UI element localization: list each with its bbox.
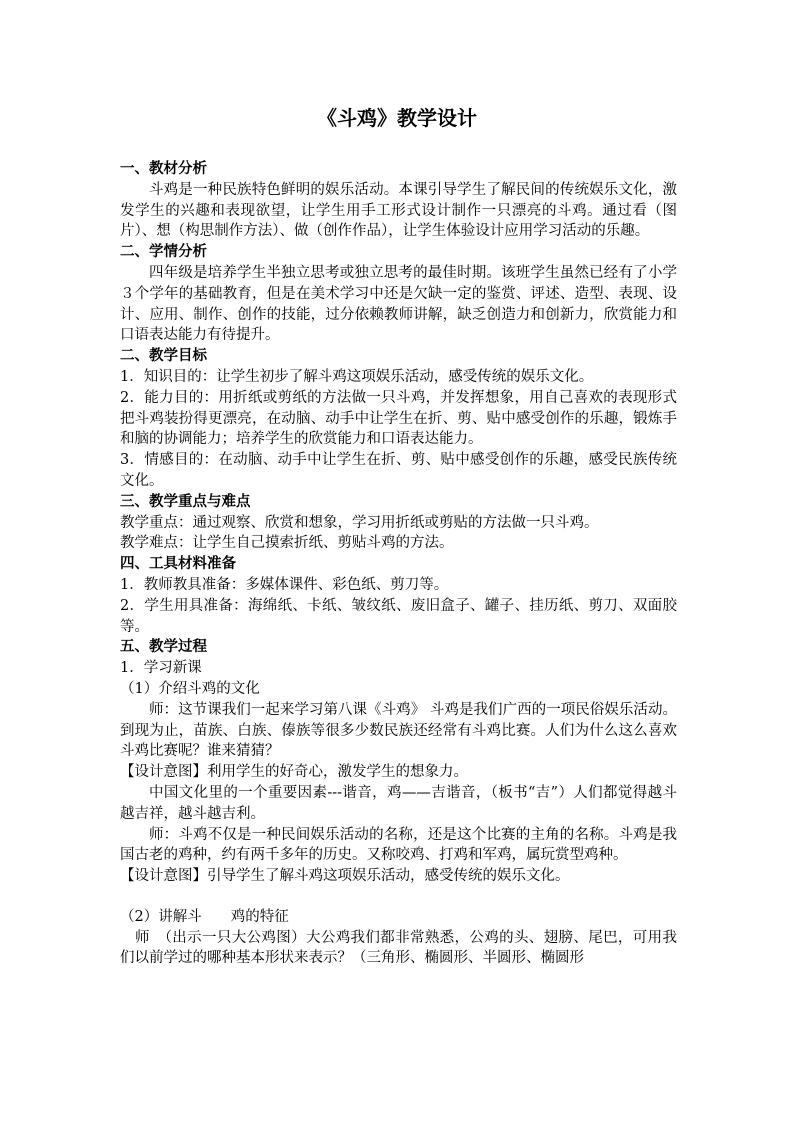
sub-heading: 1．学习新课 (120, 660, 202, 677)
paragraph: 斗鸡是一种民族特色鲜明的娱乐活动。本课引导学生了解民间的传统娱乐文化，激发学生的兴趣和表现欲望，让学生用手工形式设计制作一只漂亮的斗鸡。通过看（图片）、想（构思制作方法）、做（创作作品），让学生体验设计应用学习活动的乐趣。 (120, 181, 677, 240)
list-item: 教学重点：通过观察、欣赏和想象，学习用折纸或剪贴的方法做一只斗鸡。 (120, 514, 599, 531)
list-item: 2．能力目的：用折纸或剪纸的方法做一只斗鸡，并发挥想象，用自己喜欢的表现形式把斗鸡装扮得更漂亮，在动脑、动手中让学生在折、剪、贴中感受创作的乐趣，锻炼手和脑的协调能力；培养学生的欣赏能力和口语表达能力。 (120, 389, 677, 448)
blank-line (120, 887, 677, 907)
paragraph: 四年级是培养学生半独立思考或独立思考的最佳时期。该班学生虽然已经有了小学３个学年的基础教育，但是在美术学习中还是欠缺一定的鉴赏、评述、造型、表现、设计、应用、制作、创作的技能，过分依赖教师讲解，缺乏创造力和创新力，欣赏能力和口语表达能力有待提升。 (120, 264, 677, 344)
paragraph: 师：斗鸡不仅是一种民间娱乐活动的名称，还是这个比赛的主角的名称。斗鸡是我国古老的鸡种，约有两千多年的历史。又称咬鸡、打鸡和军鸡，属玩赏型鸡种。 (120, 826, 677, 864)
list-item: 2．学生用具准备：海绵纸、卡纸、皱纹纸、废旧盒子、罐子、挂历纸、剪刀、双面胶等。 (120, 597, 677, 635)
list-item: 3．情感目的：在动脑、动手中让学生在折、剪、贴中感受创作的乐趣，感受民族传统文化。 (120, 452, 677, 489)
section-heading: 三、教学重点与难点 (120, 493, 251, 510)
document-body (120, 159, 677, 969)
list-item: 1．教师教具准备：多媒体课件、彩色纸、剪刀等。 (120, 576, 449, 593)
design-intent-note: 【设计意图】利用学生的好奇心，激发学生的想象力。 (120, 764, 468, 781)
paragraph: 师：这节课我们一起来学习第八课《斗鸡》 斗鸡是我们广西的一项民俗娱乐活动。到现为止，苗族、白族、傣族等很多少数民族还经常有斗鸡比赛。人们为什么这么喜欢斗鸡比赛呢？谁来猜猜？ (120, 701, 677, 760)
section-heading: 一、教材分析 (120, 161, 207, 177)
sub-heading: （2）讲解斗 鸡的特征 (120, 908, 289, 925)
section-heading: 二、学情分析 (120, 244, 207, 261)
design-intent-note: 【设计意图】引导学生了解斗鸡这项娱乐活动，感受传统的娱乐文化。 (120, 868, 570, 885)
section-heading: 四、工具材料准备 (120, 556, 236, 573)
section-heading: 五、教学过程 (120, 639, 207, 656)
list-item: 教学难点：让学生自己摸索折纸、剪贴斗鸡的方法。 (120, 535, 454, 552)
document-title: 《斗鸡》教学设计 (317, 106, 477, 130)
list-item: 1．知识目的：让学生初步了解斗鸡这项娱乐活动，感受传统的娱乐文化。 (120, 368, 594, 385)
sub-heading: （1）介绍斗鸡的文化 (120, 680, 260, 697)
paragraph: 师 （出示一只大公鸡图）大公鸡我们都非常熟悉，公鸡的头、翅膀、尾巴，可用我们以前学过的哪种基本形状来表示？（三角形、椭圆形、半圆形、椭圆形 (120, 929, 677, 967)
section-heading: 二、教学目标 (120, 348, 207, 365)
paragraph: 中国文化里的一个重要因素---谐音，鸡——吉谐音，（板书“吉”）人们都觉得越斗越吉祥，越斗越吉利。 (120, 784, 677, 822)
